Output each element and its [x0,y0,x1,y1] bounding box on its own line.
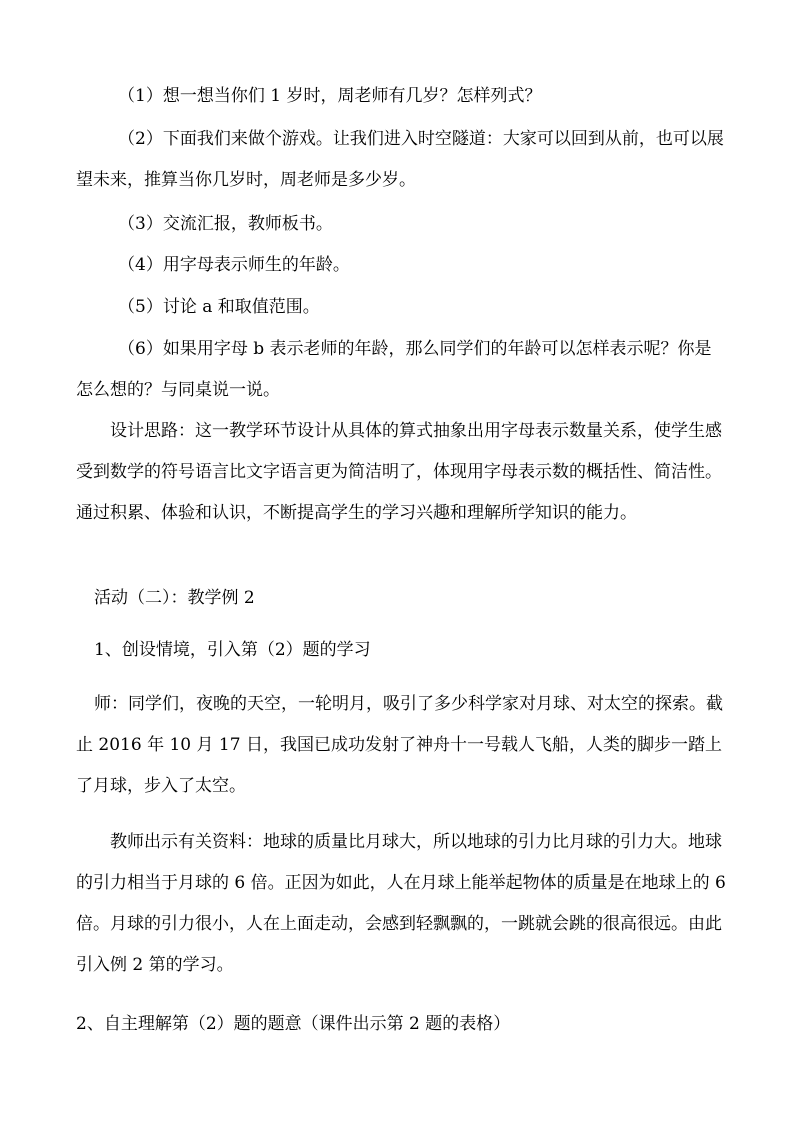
paragraph-step-5: （5）讨论 a 和取值范围。 [118,297,320,317]
heading-section-1: 1、创设情境，引入第（2）题的学习 [94,640,371,660]
paragraph-step-3: （3）交流汇报，教师板书。 [118,214,333,234]
heading-section-2: 2、自主理解第（2）题的题意（课件出示第 2 题的表格） [76,1014,511,1034]
paragraph-teacher-materials: 教师出示有关资料：地球的质量比月球大，所以地球的引力比月球的引力大。地球的引力相当于月球的 6 倍。正因为如此，人在月球上能举起物体的质量是在地球上的 6 倍。月球的引力很小，人在上面走动，会感到轻飘飘的，一跳就会跳的很高很远。由此引入例 2 第的学习。 [76,832,726,975]
paragraph-step-6: （6）如果用字母 b 表示老师的年龄，那么同学们的年龄可以怎样表示呢？你是怎么想的？与同桌说一说。 [76,339,712,400]
paragraph-design-idea: 设计思路：这一教学环节设计从具体的算式抽象出用字母表示数量关系，使学生感受到数学的符号语言比文字语言更为简洁明了，体现用字母表示数的概括性、简洁性。通过积累、体验和认识，不断提高学生的学习兴趣和理解所学知识的能力。 [76,421,722,523]
heading-activity-2: 活动（二）：教学例 2 [94,588,255,608]
paragraph-step-4: （4）用字母表示师生的年龄。 [118,255,350,275]
paragraph-step-1: （1）想一想当你们 1 岁时，周老师有几岁？怎样列式？ [118,86,542,106]
paragraph-teacher-intro: 师：同学们，夜晚的天空，一轮明月，吸引了多少科学家对月球、对太空的探索。截止 2016 年 10 月 17 日，我国已成功发射了神舟十一号载人飞船，人类的脚步一踏上了月球，步入了太空。 [76,694,723,796]
paragraph-step-2: （2）下面我们来做个游戏。让我们进入时空隧道：大家可以回到从前，也可以展望未来，推算当你几岁时，周老师是多少岁。 [76,129,724,190]
